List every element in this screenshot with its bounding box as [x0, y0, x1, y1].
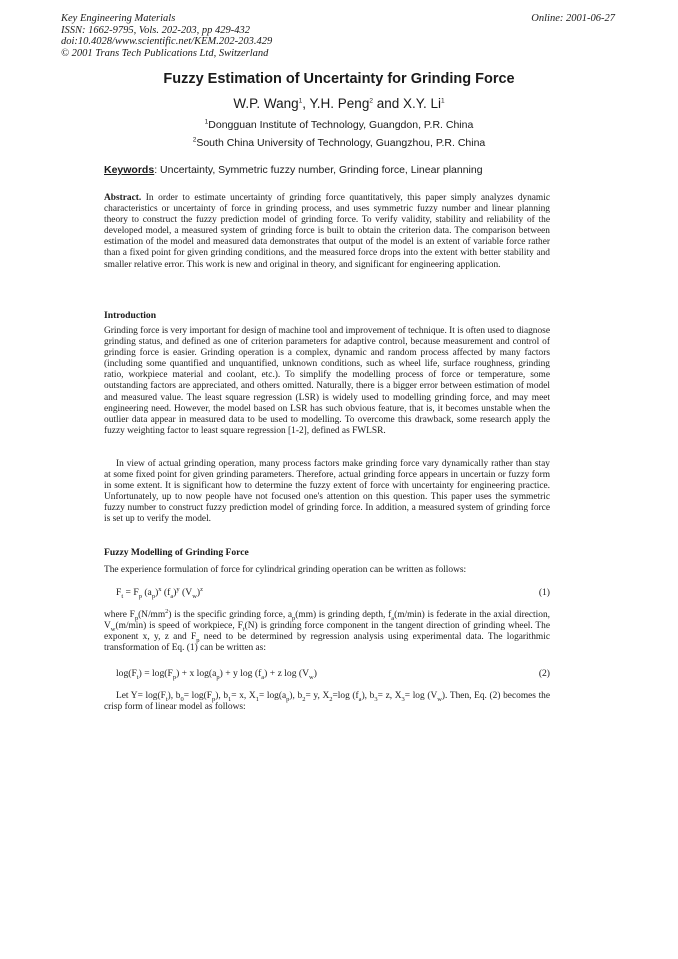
abstract-label: Abstract. — [104, 193, 142, 203]
affiliation-marker: 2 — [192, 136, 197, 144]
modelling-intro-text: The experience formulation of force for cylindrical grinding operation can be written as follows: — [104, 565, 467, 575]
paper-title: Fuzzy Estimation of Uncertainty for Grinding Force — [163, 71, 515, 87]
keywords-colon: : — [154, 164, 158, 176]
equation-number: (2) — [538, 668, 550, 679]
introduction-heading: Introduction — [104, 310, 157, 321]
author-list — [0, 96, 678, 111]
equation-number: (1) — [538, 587, 550, 598]
author-separator: , — [302, 96, 310, 111]
author-name: X.Y. Li — [402, 96, 442, 111]
author-name: W.P. Wang — [233, 96, 299, 111]
abstract-text: In order to estimate uncertainty of grinding force quantitatively, this paper simply analyzes dynamic characteristics or uncertainty of force in grinding process, and uses symmetric fuzzy number and linear planning theory to construct the fuzzy prediction model of grinding force. To verify validity, stability and reliability of the developed model, a measured system of grinding force is built to obtain the criterion data. The comparison between estimation of the model and measured data demonstrates that output of the model is an extent of variable force rather than a fixed point for given grinding conditions, and the measured force drops into the extent with better stability and smaller relative error. This work is new and original in theory, and significant for engineering application. — [104, 193, 550, 270]
author-name: Y.H. Peng — [309, 96, 370, 111]
keywords-text: Uncertainty, Symmetric fuzzy number, Grinding force, Linear planning — [157, 164, 483, 176]
author-affiliation-marker: 1 — [441, 97, 445, 105]
affiliation-text: South China University of Technology, Guangzhou, P.R. China — [196, 137, 486, 149]
online-date: Online: 2001-06-27 — [531, 13, 615, 24]
doi-line: doi:10.4028/www.scientific.net/KEM.202-203.429 — [61, 36, 273, 48]
author-affiliation-marker: 2 — [369, 97, 373, 105]
journal-name: Key Engineering Materials — [61, 13, 176, 24]
introduction-paragraph: Grinding force is very important for design of machine tool and improvement of technique. It is often used to diagnose grinding status, and defined as one of criterion parameters for adaptive control, because measurement and control of grinding force is easier. Grinding operation is a complex, dynamic and random process affected by many factors (including some quantified and unquantified, unknown conditions, such as wheel life, surface roughness, grinding ratio, workpiece material and coolant, etc.). To simplify the modelling process of force or temperature, some outstanding factors are appreciated, and others omitted. Naturally, there is a bigger error between estimation of model and measured value. The least square regression (LSR) is widely used to modelling grinding force, and may meet engineering need. However, the model based on LSR has such obvious feature, that is, it becomes unstable when the outlier data appear in measured data to be used to modelling. To overcome this drawback, some research apply the fuzzy weighting factor to least square regression [1-2], defined as FWLSR. — [104, 326, 550, 436]
affiliation — [0, 119, 678, 131]
author-affiliation-marker: 1 — [298, 97, 303, 105]
copyright-line: © 2001 Trans Tech Publications Ltd, Switzerland — [61, 47, 269, 59]
abstract-paragraph — [104, 193, 550, 271]
fuzzy-modelling-heading: Fuzzy Modelling of Grinding Force — [104, 547, 249, 558]
issn-line: ISSN: 1662-9795, Vols. 202-203, pp 429-432 — [61, 24, 250, 36]
affiliation — [0, 137, 678, 149]
linear-model-text: Let $Y= \log(F_t)$, $b_0= \log(F_p)$, $b_1= x$, $X_1= \log(a_p)$, $b_2= y$, $X_2=\log$ $(f_a)$, $b_3= z$, $X_3= \log (V_w)$. Then, Eq. (2) becomes the crisp form of linear model as follows: — [104, 691, 551, 713]
affiliation-text: Dongguan Institute of Technology, Guangdon, P.R. China — [208, 119, 474, 131]
affiliation-marker: 1 — [204, 118, 209, 126]
introduction-paragraph: In view of actual grinding operation, many process factors make grinding force vary dynamically rather than stay at some fixed point for given grinding parameters. Therefore, actual grinding force appears in uncertain or fuzzy form in some extent. It is significant how to determine the fuzzy extent of force with uncertainty for engineering practice. Unfortunately, up to now people have not focused one's attention on this question. This paper uses the symmetric fuzzy number to construct fuzzy prediction model of grinding force. In addition, a measured system of grinding force is set up to verify the model. — [104, 459, 550, 525]
keywords-line — [104, 164, 483, 176]
equation-1: $F_t = F_p$ $(a_p)^x$ $(f_a)^y$ $(V_w)^z$ (1) — [116, 585, 550, 600]
variable-definitions: where $F_p(N/mm^2)$ is the specific grinding force, $a_p(mm)$ is grinding depth, $f_a(m/\min)$ is federate in the axial direction, $V_w(m/\min)$ is speed of workpiece, $F_t(N)$ is grinding force component in the tangent direction of grinding wheel. The exponent x, y, z and $F_p$ need to be determined by regression analysis using experimental data. The logarithmic transformation of Eq. (1) can be written as: — [104, 607, 550, 654]
equation-2: $\log(F_t) = \log(F_p) + x$ $\log(a_p) + y$ $\log (f_a) + z$ $\log (V_w)$ (2) — [116, 668, 550, 681]
journal-header — [61, 13, 621, 59]
author-separator: and — [372, 96, 403, 111]
keywords-label: Keywords — [104, 164, 155, 176]
